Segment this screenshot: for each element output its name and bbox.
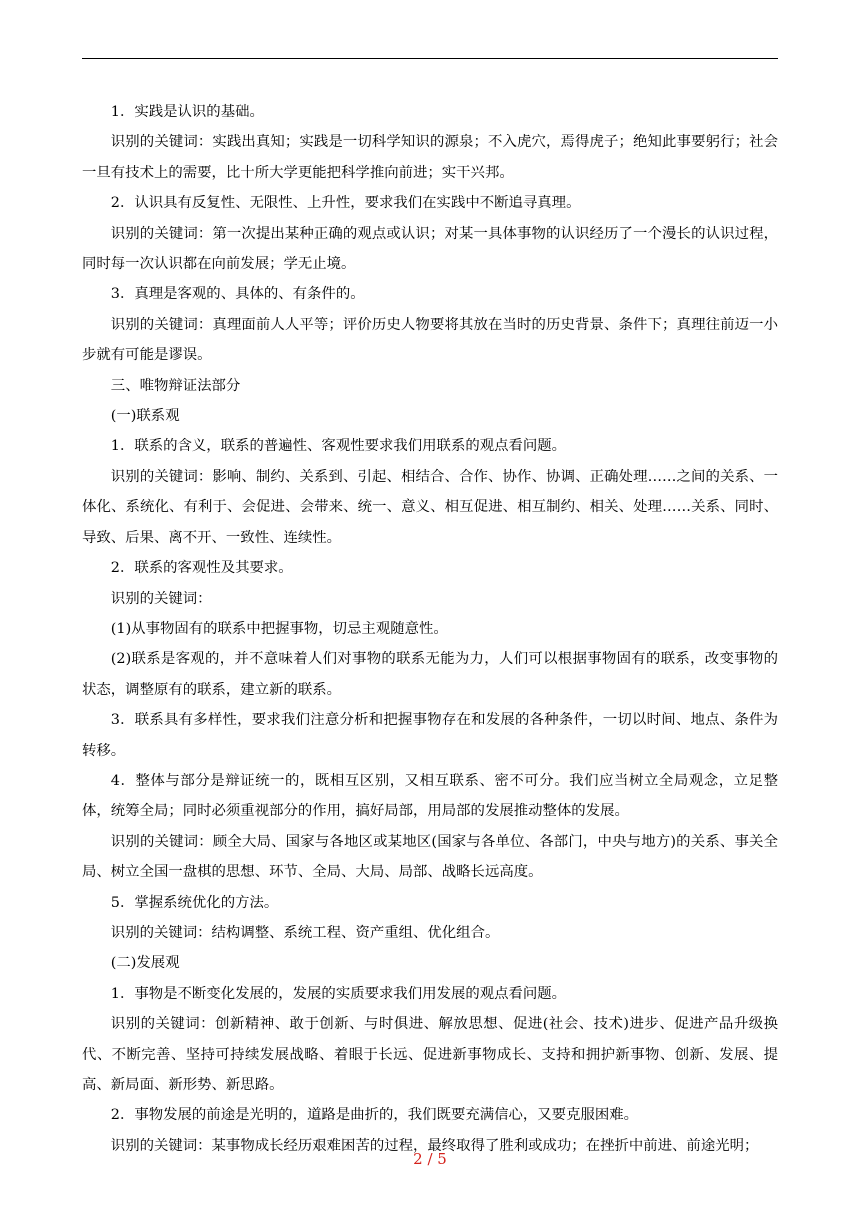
page-number: 2 / 5 bbox=[413, 1150, 447, 1168]
header-rule bbox=[82, 58, 778, 59]
keywords-whole-and-part: 识别的关键词：顾全大局、国家与各地区或某地区(国家与各单位、各部门，中央与地方)的关系、事关全局、树立全国一盘棋的思想、环节、全局、大局、局部、战略长远高度。 bbox=[82, 833, 778, 881]
keywords-connection: 识别的关键词：影响、制约、关系到、引起、相结合、合作、协作、协调、正确处理……之间的关系、一体化、系统化、有利于、会促进、会带来、统一、意义、相互促进、相互制约、相关、处理……关系、同时、导致、后果、离不开、一致性、连续性。 bbox=[82, 468, 778, 546]
heading-practice-basis: 1．实践是认识的基础。 bbox=[110, 104, 264, 120]
keywords-truth: 识别的关键词：真理面前人人平等；评价历史人物要将其放在当时的历史背景、条件下；真理往前迈一小步就有可能是谬误。 bbox=[82, 316, 778, 364]
heading-whole-and-part: 4．整体与部分是辩证统一的，既相互区别，又相互联系、密不可分。我们应当树立全局观念，立足整体，统筹全局；同时必须重视部分的作用，搞好局部，用局部的发展推动整体的发展。 bbox=[82, 772, 778, 820]
keywords-cognition: 识别的关键词：第一次提出某种正确的观点或认识；对某一具体事物的认识经历了一个漫长的认识过程，同时每一次认识都在向前发展；学无止境。 bbox=[82, 225, 778, 273]
keywords-development-path: 识别的关键词：某事物成长经历艰难困苦的过程，最终取得了胜利或成功；在挫折中前进、前途光明； bbox=[110, 1137, 759, 1154]
subsection-development-view: (二)发展观 bbox=[110, 955, 180, 972]
heading-development: 1．事物是不断变化发展的，发展的实质要求我们用发展的观点看问题。 bbox=[110, 985, 567, 1002]
list-item-1: (1)从事物固有的联系中把握事物，切忌主观随意性。 bbox=[110, 620, 448, 637]
document-body bbox=[82, 97, 778, 1161]
heading-development-path: 2．事物发展的前途是光明的，道路是曲折的，我们既要充满信心，又要克服困难。 bbox=[110, 1107, 639, 1124]
heading-connection-objectivity: 2．联系的客观性及其要求。 bbox=[110, 560, 293, 577]
heading-system-optimization: 5．掌握系统优化的方法。 bbox=[110, 894, 279, 911]
heading-connection-diversity: 3．联系具有多样性，要求我们注意分析和把握事物存在和发展的各种条件，一切以时间、地点、条件为转移。 bbox=[82, 712, 778, 759]
keywords-development: 识别的关键词：创新精神、敢于创新、与时俱进、解放思想、促进(社会、技术)进步、促进产品升级换代、不断完善、坚持可持续发展战略、着眼于长远、促进新事物成长、支持和拥护新事物、创新、发展、提高、新局面、新形势、新思路。 bbox=[82, 1016, 778, 1093]
heading-cognition-repetition: 2．认识具有反复性、无限性、上升性，要求我们在实践中不断追寻真理。 bbox=[110, 195, 581, 212]
heading-truth-objective: 3．真理是客观的、具体的、有条件的。 bbox=[110, 286, 365, 303]
subsection-connection-view: (一)联系观 bbox=[110, 408, 180, 425]
list-item-2: (2)联系是客观的，并不意味着人们对事物的联系无能为力，人们可以根据事物固有的联系，改变事物的状态，调整原有的联系，建立新的联系。 bbox=[82, 651, 778, 698]
keywords-practice: 识别的关键词：实践出真知；实践是一切科学知识的源泉；不入虎穴，焉得虎子；绝知此事要躬行；社会一旦有技术上的需要，比十所大学更能把科学推向前进；实干兴邦。 bbox=[82, 134, 778, 181]
keywords-system: 识别的关键词：结构调整、系统工程、资产重组、优化组合。 bbox=[110, 924, 500, 941]
heading-connection-meaning: 1．联系的含义，联系的普遍性、客观性要求我们用联系的观点看问题。 bbox=[110, 438, 567, 455]
section-dialectics: 三、唯物辩证法部分 bbox=[110, 377, 241, 394]
keywords-label: 识别的关键词： bbox=[110, 590, 212, 607]
